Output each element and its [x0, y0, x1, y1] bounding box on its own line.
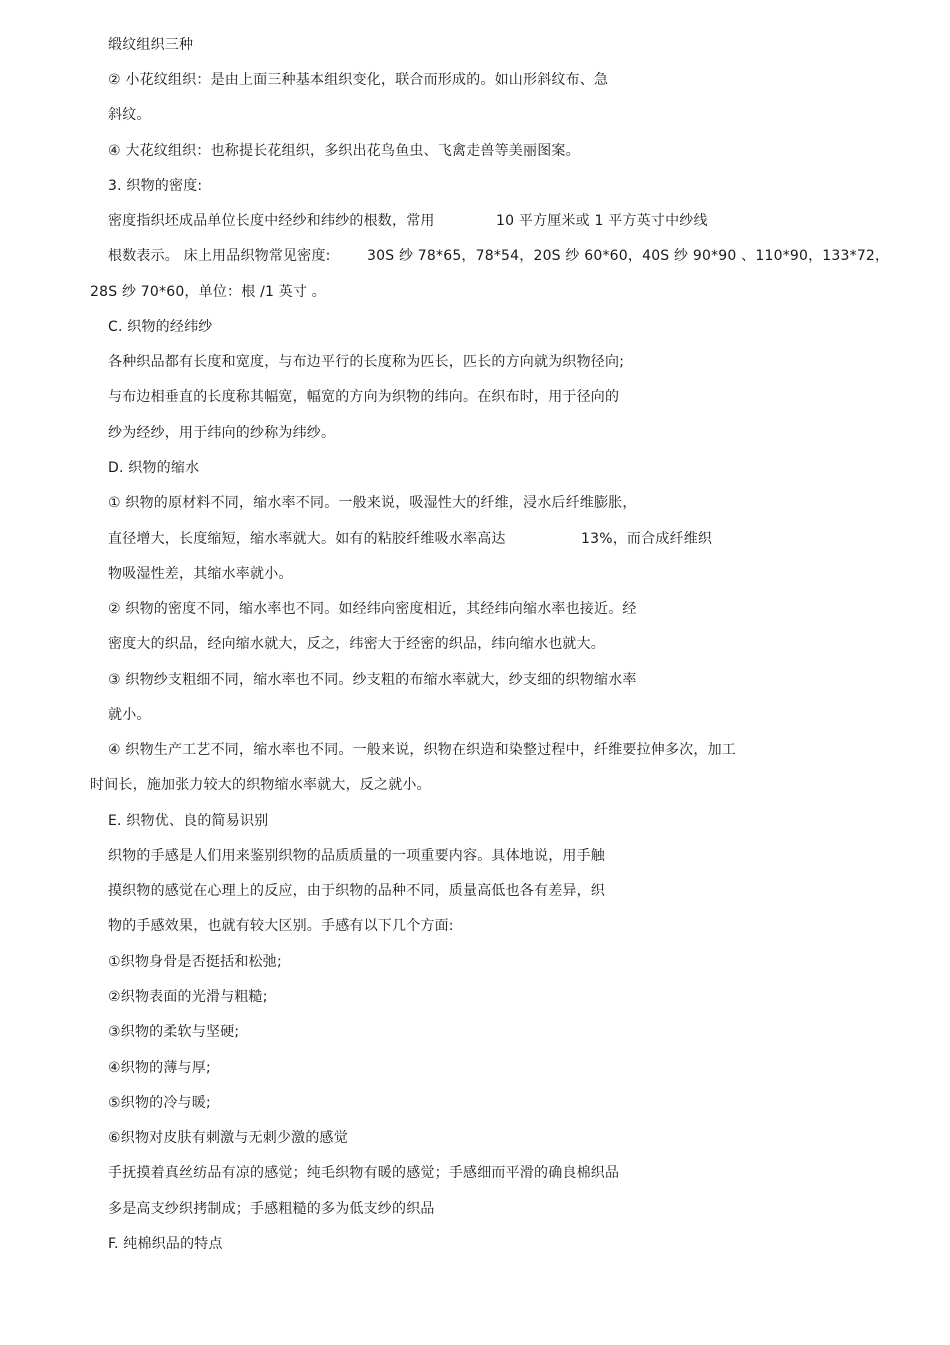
list-item: ②织物表面的光滑与粗糙;: [108, 989, 268, 1005]
list-item: ③织物的柔软与坚硬;: [108, 1024, 240, 1040]
text-line: 多是高支纱织拷制成；手感粗糙的多为低支纱的织品: [108, 1201, 435, 1217]
text-line: ③ 织物纱支粗细不同，缩水率也不同。纱支粗的布缩水率就大，纱支细的织物缩水率: [108, 672, 637, 688]
text-line: 密度指织坯成品单位长度中经纱和纬纱的根数，常用: [108, 213, 435, 229]
text-line: 30S 纱 78*65，78*54，20S 纱 60*60，40S 纱 90*90 、110*90，133*72，: [367, 248, 890, 264]
text-line: 与布边相垂直的长度称其幅宽，幅宽的方向为织物的纬向。在织布时，用于径向的: [108, 389, 620, 405]
text-line: 密度大的织品，经向缩水就大，反之，纬密大于经密的织品，纬向缩水也就大。: [108, 636, 605, 652]
text-line: 10 平方厘米或 1 平方英寸中纱线: [496, 213, 708, 229]
text-line: ④ 大花纹组织：也称提长花组织，多织出花鸟鱼虫、飞禽走兽等美丽图案。: [108, 143, 580, 159]
text-line: ② 小花纹组织：是由上面三种基本组织变化，联合而形成的。如山形斜纹布、急: [108, 72, 609, 88]
text-line: 直径增大，长度缩短，缩水率就大。如有的粘胶纤维吸水率高达: [108, 531, 506, 547]
text-line: ① 织物的原材料不同，缩水率不同。一般来说，吸湿性大的纤维，浸水后纤维膨胀，: [108, 495, 637, 511]
text-line: 手抚摸着真丝纺品有凉的感觉；纯毛织物有暖的感觉；手感细而平滑的确良棉织品: [108, 1165, 620, 1181]
section-heading: C. 织物的经纬纱: [108, 319, 213, 335]
text-line: 纱为经纱，用于纬向的纱称为纬纱。: [108, 425, 336, 441]
section-heading: 3. 织物的密度:: [108, 178, 203, 194]
text-line: 缎纹组织三种: [108, 37, 194, 53]
text-line: 物的手感效果，也就有较大区别。手感有以下几个方面:: [108, 918, 454, 934]
text-line: 根数表示。 床上用品织物常见密度:: [108, 248, 331, 264]
text-line: 13%，而合成纤维织: [581, 531, 713, 547]
list-item: ①织物身骨是否挺括和松弛;: [108, 954, 282, 970]
text-line: ④ 织物生产工艺不同，缩水率也不同。一般来说，织物在织造和染整过程中，纤维要拉伸多次，加工: [108, 742, 736, 758]
text-line: 物吸湿性差，其缩水率就小。: [108, 566, 293, 582]
text-line: 28S 纱 70*60，单位：根 /1 英寸 。: [90, 284, 327, 300]
list-item: ⑥织物对皮肤有刺激与无刺少激的感觉: [108, 1130, 348, 1146]
text-line: ② 织物的密度不同，缩水率也不同。如经纬向密度相近，其经纬向缩水率也接近。经: [108, 601, 637, 617]
text-line: 织物的手感是人们用来鉴别织物的品质质量的一项重要内容。具体地说，用手触: [108, 848, 605, 864]
text-line: 各种织品都有长度和宽度，与布边平行的长度称为匹长，匹长的方向就为织物径向;: [108, 354, 625, 370]
text-line: 就小。: [108, 707, 151, 723]
section-heading: D. 织物的缩水: [108, 460, 200, 476]
text-line: 摸织物的感觉在心理上的反应，由于织物的品种不同，质量高低也各有差异，织: [108, 883, 605, 899]
section-heading: F. 纯棉织品的特点: [108, 1236, 223, 1252]
list-item: ⑤织物的冷与暖;: [108, 1095, 211, 1111]
section-heading: E. 织物优、良的简易识别: [108, 813, 269, 829]
list-item: ④织物的薄与厚;: [108, 1060, 211, 1076]
text-line: 时间长，施加张力较大的织物缩水率就大，反之就小。: [90, 777, 431, 793]
text-line: 斜纹。: [108, 107, 151, 123]
